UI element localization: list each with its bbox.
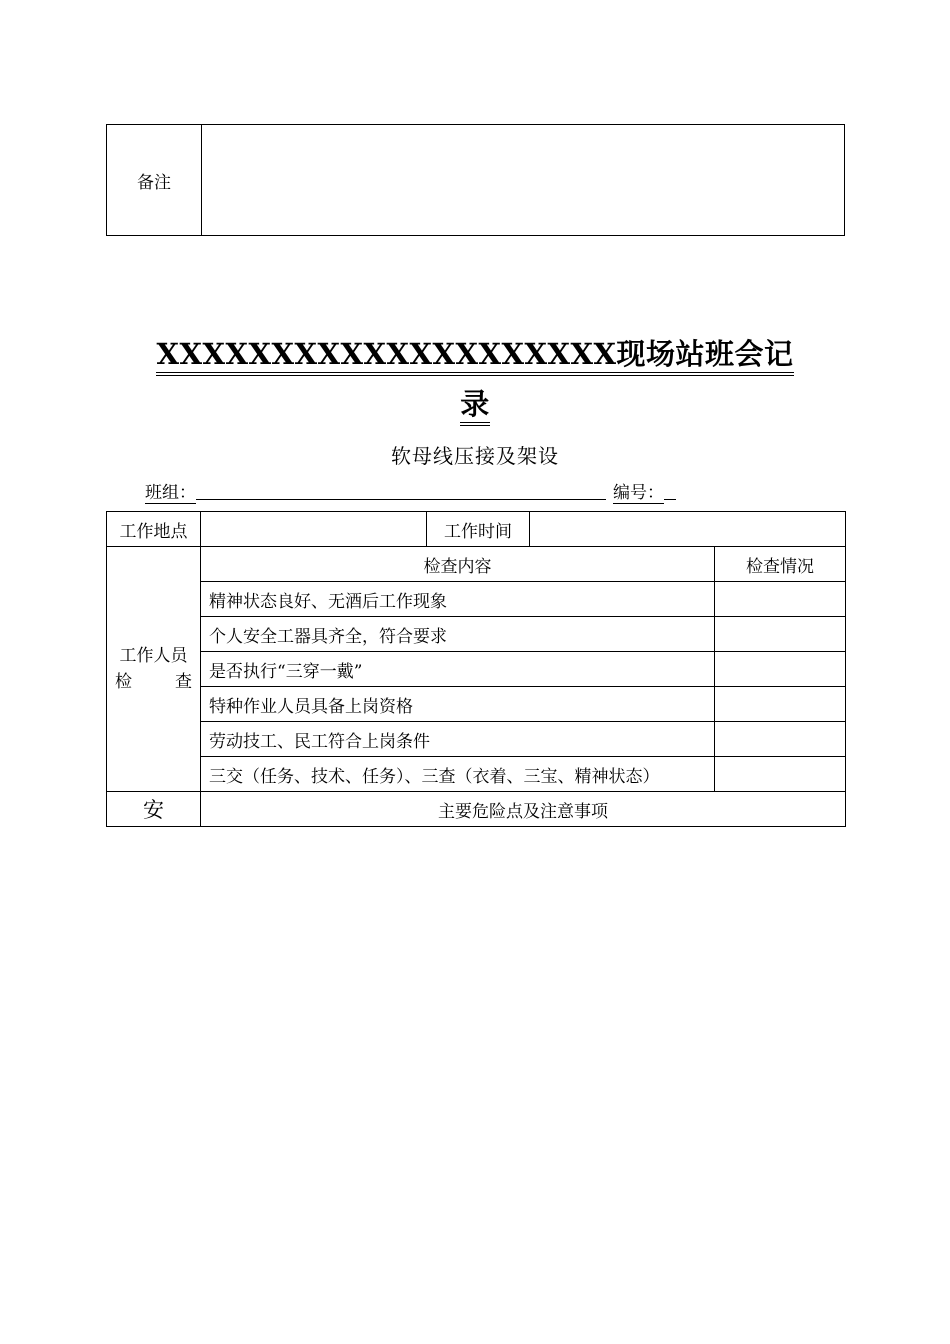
time-label: 工作时间 [427,512,530,547]
table-row [107,687,846,722]
number-field[interactable] [613,478,676,503]
subtitle: 软母线压接及架设 [391,444,559,468]
location-label: 工作地点 [107,512,201,547]
check-content-header: 检查内容 [201,547,715,582]
table-row [107,582,846,617]
table-row [107,617,846,652]
title-prefix: XXXXXXXXXXXXXXXXXXXX [156,337,616,376]
table-row [107,722,846,757]
check-item: 个人安全工器具齐全，符合要求 [201,617,715,652]
table-row [107,757,846,792]
remarks-field[interactable] [202,125,845,236]
team-underline[interactable] [196,485,606,500]
check-item: 精神状态良好、无酒后工作现象 [201,582,715,617]
staff-label-line1: 工作人员 [119,646,188,666]
check-item: 特种作业人员具备上岗资格 [201,687,715,722]
safety-label: 安 [107,792,201,827]
page-title [0,332,950,373]
staff-label-char1: 检 [115,672,132,692]
staff-label-line2 [115,669,192,695]
meeting-record-table [106,511,846,827]
remarks-label: 备注 [107,125,202,236]
title-suffix: 现场站班会记 [617,337,794,376]
remarks-table [106,124,845,236]
location-field[interactable] [201,512,427,547]
check-status-cell[interactable] [715,617,846,652]
title-line2: 录 [460,387,490,426]
staff-check-label [107,547,201,792]
team-label: 班组： [145,483,196,503]
number-label: 编号： [613,483,664,503]
check-status-cell[interactable] [715,757,846,792]
check-status-header: 检查情况 [715,547,846,582]
staff-label-char2: 查 [175,672,192,692]
hazards-header: 主要危险点及注意事项 [201,792,846,827]
check-status-cell[interactable] [715,687,846,722]
check-status-cell[interactable] [715,722,846,757]
check-item: 是否执行“三穿一戴” [201,652,715,687]
check-item: 劳动技工、民工符合上岗条件 [201,722,715,757]
check-status-cell[interactable] [715,652,846,687]
check-status-cell[interactable] [715,582,846,617]
page-title-continued [0,382,950,423]
team-field[interactable] [145,478,606,503]
time-field[interactable] [530,512,846,547]
table-row [107,652,846,687]
check-item: 三交（任务、技术、任务）、三查（衣着、三宝、精神状态） [201,757,715,792]
number-underline[interactable] [664,485,676,500]
